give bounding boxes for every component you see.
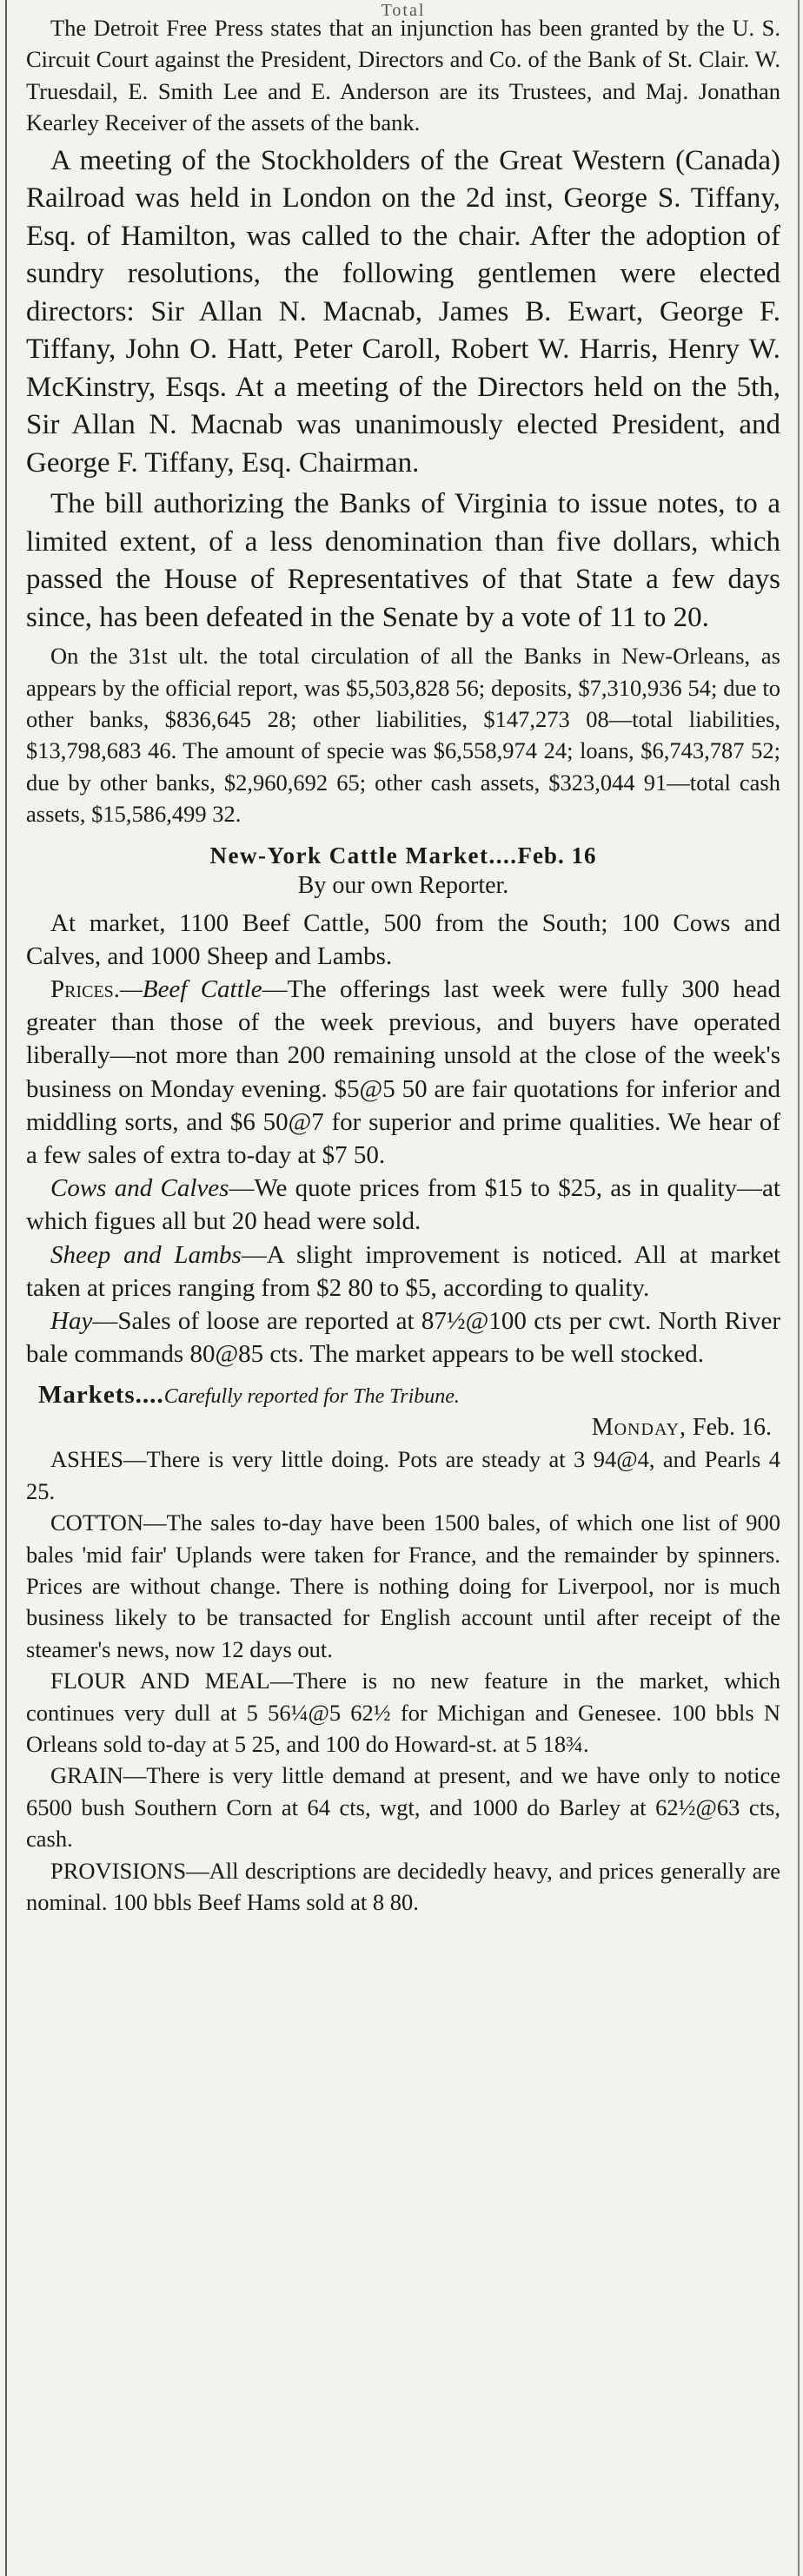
markets-date: Feb. 16. [693,1414,772,1442]
markets-day: Monday, [591,1414,687,1442]
markets-heading [26,1379,780,1412]
markets-title: Markets.... [38,1381,164,1410]
market-provisions: PROVISIONS—All descriptions are decidedly heavy, and prices generally are nominal. 100 bbls Beef Hams sold at 8 80. [26,1857,780,1916]
cut-off-heading: Total [381,1,426,20]
cattle-at-market: At market, 1100 Beef Cattle, 500 from the South; 100 Cows and Calves, and 1000 Sheep and Lambs. [26,908,780,970]
paragraph-detroit: The Detroit Free Press states that an injunction has been granted by the U. S. Circuit Court against the President, Directors and Co. of the Bank of St. Clair. W. Truesdail, E. Smith Lee and E. Anderson are its Trustees, and Maj. Jonathan Kearley Receiver of the assets of the bank. [26,15,780,136]
market-flour-meal: FLOUR AND MEAL—There is no new feature in the market, which continues very dull at 5 56¼@5 62½ for Michigan and Genesee. 100 bbls N Orleans sold to-day at 5 25, and 100 do Howard-st. at 5 18¾. [26,1668,780,1758]
markets-caption: Carefully reported for The Tribune. [163,1385,460,1409]
prices-label: Prices. [50,974,121,1003]
cattle-market-heading [26,841,780,870]
beef-cattle-text: —The offerings last week were fully 300 head greater than those of the week previous, and buyers have operated liberally—not more than 200 remaining unsold at the close of the week's business on Monday evening. $5@5 50 are fair quotations for inferior and middling sorts, and $6 50@7 for superior and prime qualities. We hear of a few sales of extra to-day at $7 50. [26,974,780,1169]
market-cotton: COTTON—The sales to-day have been 1500 bales, of which one list of 900 bales 'mid fair' Uplands were taken for France, and the remainder by spinners. Prices are without change. There is nothing doing for Liverpool, nor is much business likely to be transacted for English account until after receipt of the steamer's news, now 12 days out. [26,1509,780,1662]
paragraph-new-orleans-banks: On the 31st ult. the total circulation of all the Banks in New-Orleans, as appears by the official report, was $5,503,828 56; deposits, $7,310,936 54; due to other banks, $836,645 28; other liabilities, $147,273 08—total liabilities, $13,798,683 46. The amount of specie was $6,558,974 24; loans, $6,743,787 52; due by other banks, $2,960,692 65; other cash assets, $323,044 91—total cash assets, $15,586,499 32. [26,643,780,828]
column-rule-right [798,0,800,2576]
market-ashes: ASHES—There is very little doing. Pots are steady at 3 94@4, and Pearls 4 25. [26,1446,780,1504]
column-rule-left [5,0,7,2576]
sheep-lambs-text: —A slight improvement is noticed. All at market taken at prices ranging from $2 80 to $5, according to quality. [26,1240,780,1302]
cattle-sheep-paragraph [26,1238,780,1305]
hay-label: Hay [50,1307,93,1335]
cattle-cows-paragraph [26,1172,780,1238]
market-grain: GRAIN—There is very little demand at present, and we have only to notice 6500 bush Southern Corn at 64 cts, wgt, and 1000 do Barley at 62½@63 cts, cash. [26,1762,780,1853]
cattle-beef-paragraph [26,973,780,1172]
cattle-byline: By our own Reporter. [297,871,509,899]
beef-cattle-label: —Beef Cattle [120,974,262,1003]
cattle-hay-paragraph [26,1305,780,1371]
cattle-market-date: Feb. 16 [517,842,597,869]
cows-calves-label: Cows and Calves [50,1174,229,1203]
hay-text: —Sales of loose are reported at 87½@100 cts per cwt. North River bale commands 80@85 cts. The market appears to be well stocked. [26,1307,780,1369]
sheep-lambs-label: Sheep and Lambs [50,1240,242,1269]
paragraph-great-western-meeting: A meeting of the Stockholders of the Great Western (Canada) Railroad was held in London on the 2d inst, George S. Tiffany, Esq. of Hamilton, was called to the chair. After the adoption of sundry resolutions, the following gentlemen were elected directors: Sir Allan N. Macnab, James B. Ewart, George F. Tiffany, John O. Hatt, Peter Caroll, Robert W. Harris, Henry W. McKinstry, Esqs. At a meeting of the Directors held on the 5th, Sir Allan N. Macnab was unanimously elected President, and George F. Tiffany, Esq. Chairman. [26,144,780,479]
cows-calves-text: —We quote prices from $15 to $25, as in quality—at which figues all but 20 head were sold. [26,1174,780,1236]
paragraph-virginia-banks: The bill authorizing the Banks of Virginia to issue notes, to a limited extent, of a less denomination than five dollars, which passed the House of Representatives of that State a few days since, has been defeated in the Senate by a vote of 11 to 20. [26,488,780,633]
markets-dateline [26,1412,780,1443]
cattle-market-title: New-York Cattle Market.... [209,842,518,869]
